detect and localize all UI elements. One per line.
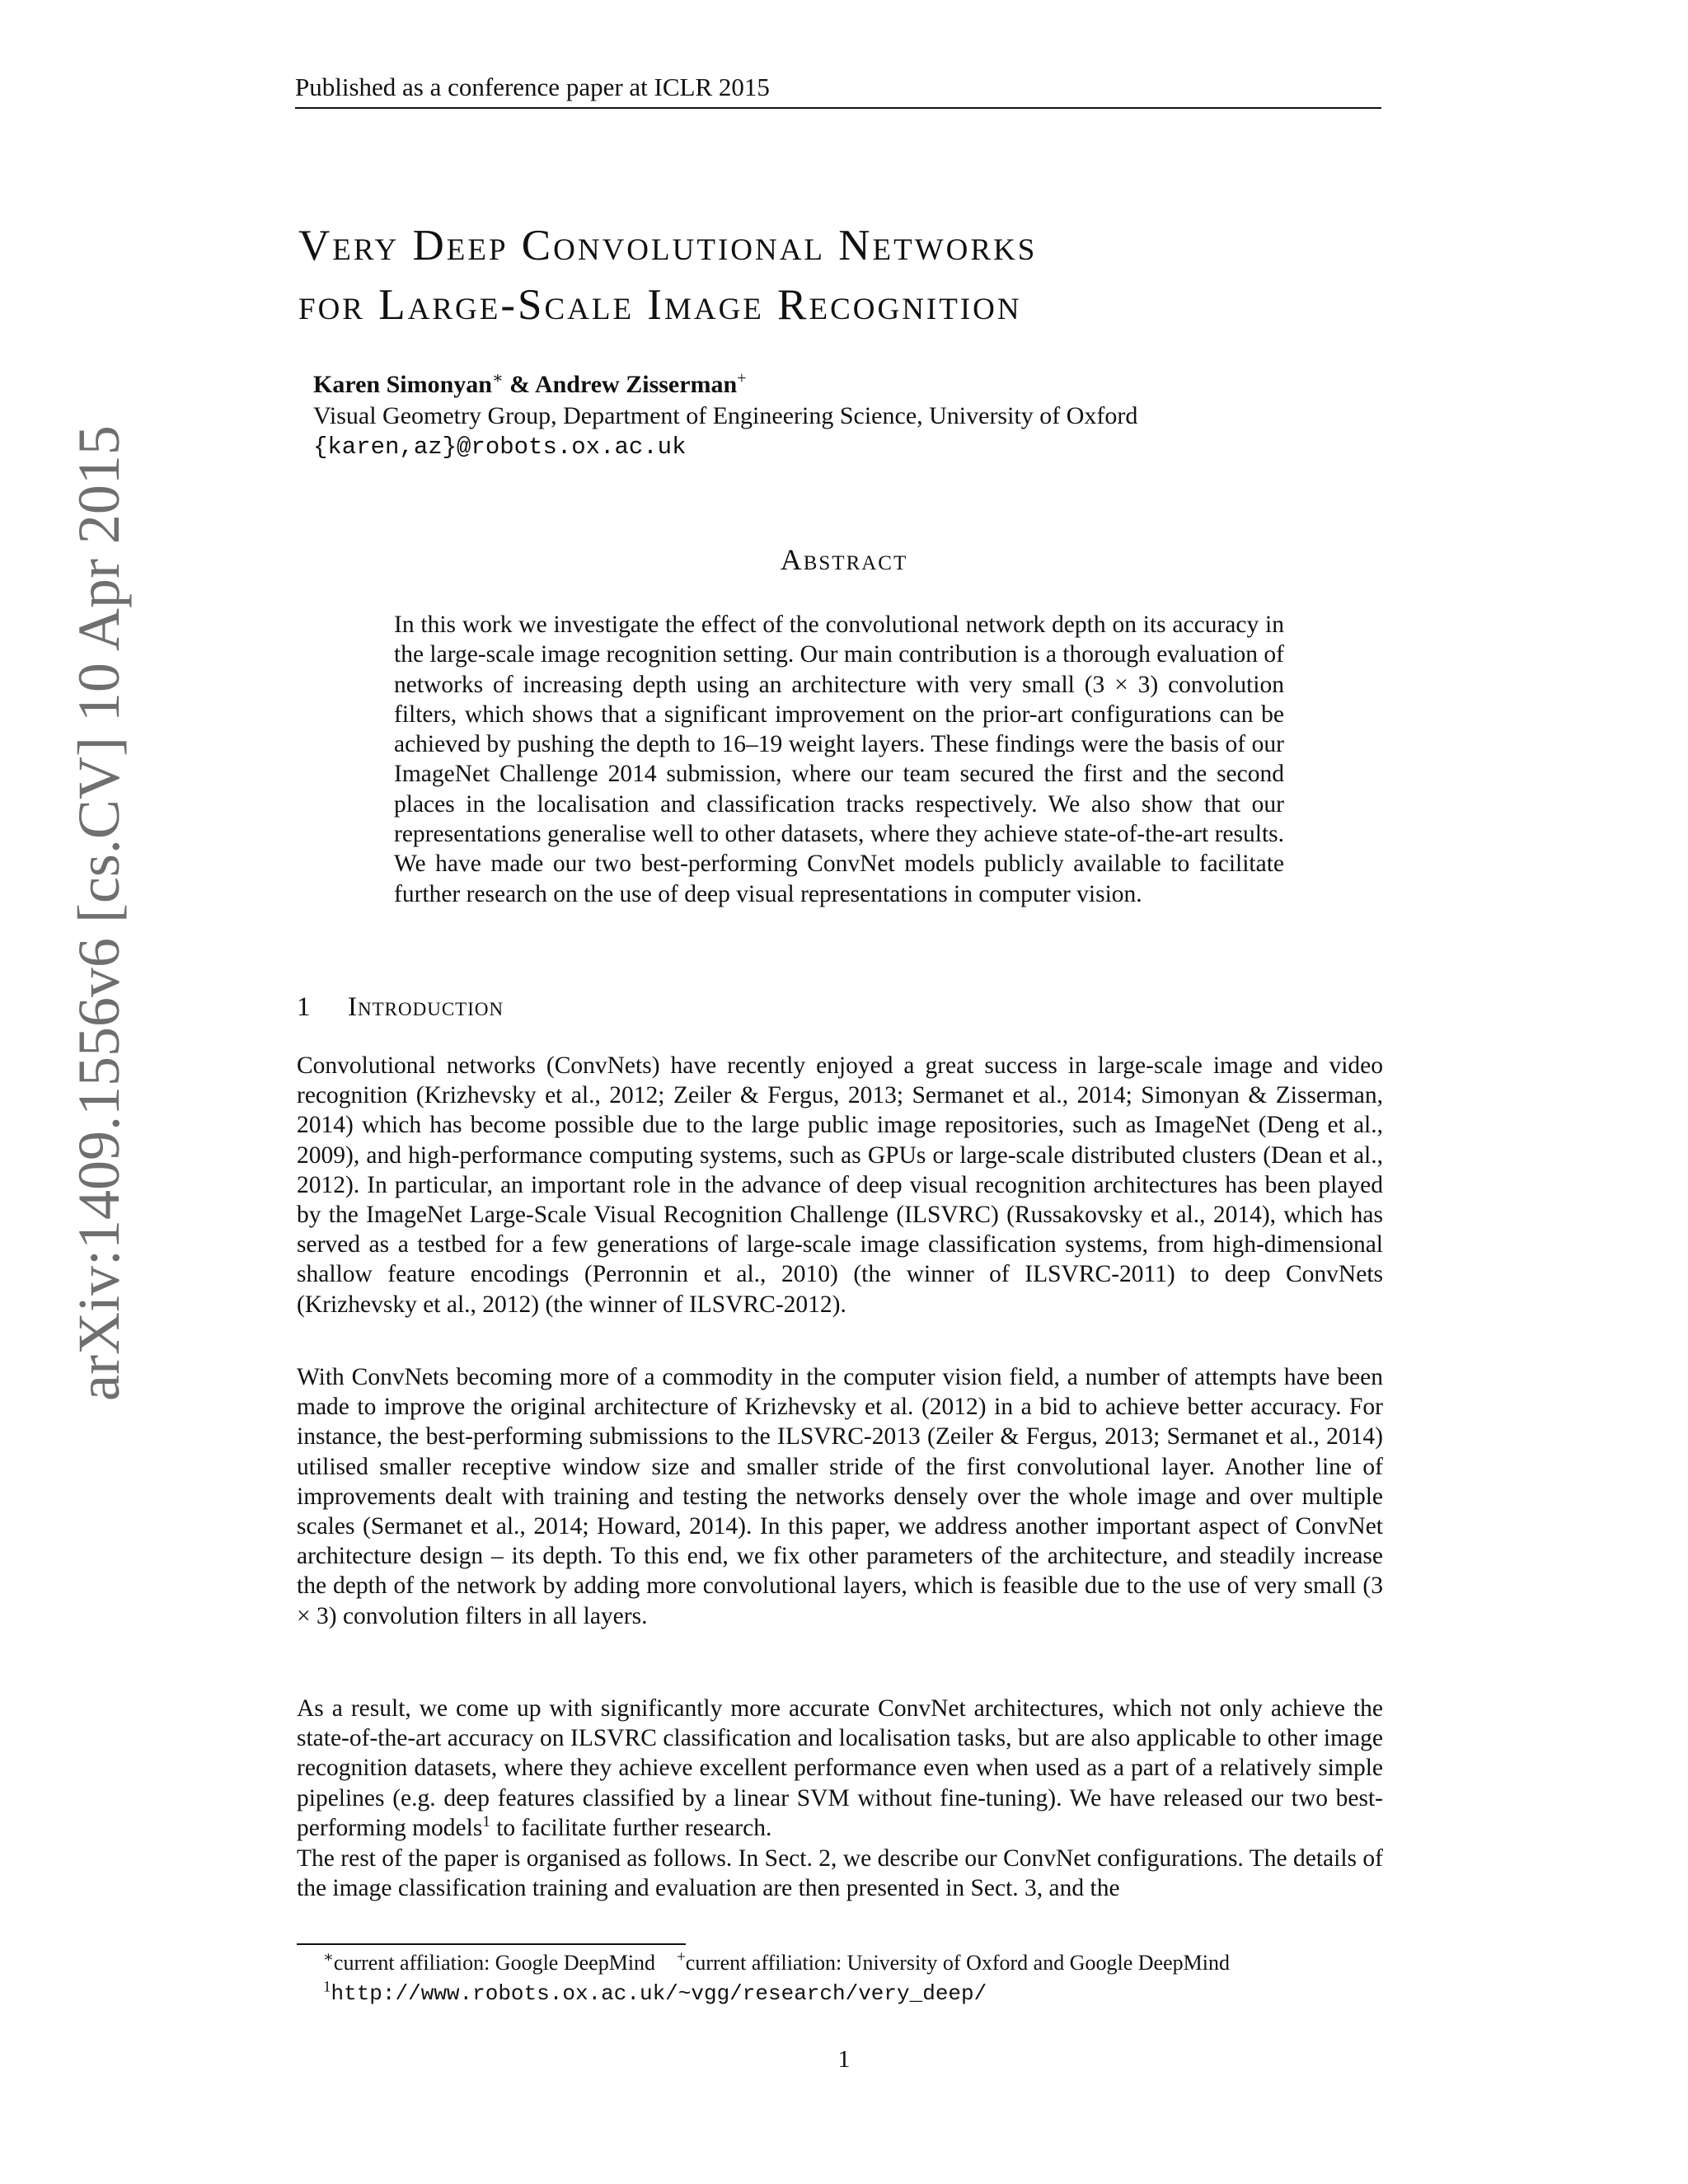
author-names bbox=[313, 369, 1385, 401]
footnote-mark: 1 bbox=[323, 1978, 331, 1996]
author-email: {karen,az}@robots.ox.ac.uk bbox=[313, 434, 687, 461]
footnote-affiliations bbox=[323, 1948, 1395, 1978]
paragraph-text: to facilitate further research. bbox=[490, 1814, 772, 1841]
footnote-mark: 1 bbox=[482, 1812, 490, 1830]
title-line-1: Very Deep Convolutional Networks bbox=[298, 222, 1038, 269]
affiliation: Visual Geometry Group, Department of Engineering Science, University of Oxford bbox=[313, 402, 1138, 429]
author-affiliation-mark: + bbox=[737, 369, 747, 387]
arxiv-identifier-stamp: arXiv:1409.1556v6 [cs.CV] 10 Apr 2015 bbox=[66, 425, 132, 1401]
page-number: 1 bbox=[837, 2046, 851, 2073]
footnote-text: current affiliation: University of Oxford and Google DeepMind bbox=[685, 1951, 1230, 1975]
title-line-2: for Large-Scale Image Recognition bbox=[298, 281, 1022, 329]
footnote-mark: ∗ bbox=[323, 1948, 334, 1966]
footnote-divider bbox=[297, 1943, 686, 1945]
footnote-url-line bbox=[323, 1978, 1395, 2008]
section-number: 1 bbox=[297, 992, 312, 1022]
footnote-url-link[interactable]: http://www.robots.ox.ac.uk/~vgg/research/very_deep/ bbox=[331, 1981, 987, 2006]
author-block bbox=[313, 369, 1385, 463]
footnote-mark: + bbox=[677, 1948, 686, 1966]
section-heading bbox=[297, 992, 504, 1023]
paper-title bbox=[298, 216, 1386, 335]
author-name: Andrew Zisserman bbox=[534, 371, 738, 398]
author-affiliation-mark: ∗ bbox=[492, 369, 504, 387]
footnote-text: current affiliation: Google DeepMind bbox=[333, 1951, 656, 1975]
footnotes bbox=[323, 1948, 1395, 2008]
running-header: Published as a conference paper at ICLR 2015 bbox=[295, 71, 1381, 109]
author-name: Karen Simonyan bbox=[313, 371, 492, 398]
author-separator: & bbox=[503, 371, 535, 398]
abstract-text: In this work we investigate the effect of the convolutional network depth on its accuracy in the large-scale image recognition setting. Our main contribution is a thorough evaluation of networks of increasing depth using an architecture with very small (3 × 3) convolution filters, which shows that a significant improvement on the prior-art configurations can be achieved by pushing the depth to 16–19 weight layers. These findings were the basis of our ImageNet Challenge 2014 submission, where our team secured the first and the second places in the localisation and classification tracks respectively. We also show that our representations generalise well to other datasets, where they achieve state-of-the-art results. We have made our two best-performing ConvNet models publicly available to facilitate further research on the use of deep visual representations in computer vision. bbox=[394, 612, 1285, 907]
intro-paragraph: The rest of the paper is organised as follows. In Sect. 2, we describe our ConvNet configurations. The details of the image classification training and evaluation are then presented in Sect. 3, and the bbox=[297, 1845, 1383, 1902]
intro-paragraph: With ConvNets becoming more of a commodity in the computer vision field, a number of attempts have been made to improve the original architecture of Krizhevsky et al. (2012) in a bid to achieve better accuracy. For instance, the best-performing submissions to the ILSVRC-2013 (Zeiler & Fergus, 2013; Sermanet et al., 2014) utilised smaller receptive window size and smaller stride of the first convolutional layer. Another line of improvements dealt with training and testing the networks densely over the whole image and over multiple scales (Sermanet et al., 2014; Howard, 2014). In this paper, we address another important aspect of ConvNet architecture design – its depth. To this end, we fix other parameters of the architecture, and steadily increase the depth of the network by adding more convolutional layers, which is feasible due to the use of very small (3 × 3) convolution filters in all layers. bbox=[297, 1364, 1383, 1629]
intro-paragraph bbox=[297, 1694, 1383, 1843]
intro-paragraph: Convolutional networks (ConvNets) have recently enjoyed a great success in large-scale image and video recognition (Krizhevsky et al., 2012; Zeiler & Fergus, 2013; Sermanet et al., 2014; Simonyan & Zisserman, 2014) which has become possible due to the large public image repositories, such as ImageNet (Deng et al., 2009), and high-performance computing systems, such as GPUs or large-scale distributed clusters (Dean et al., 2012). In particular, an important role in the advance of deep visual recognition architectures has been played by the ImageNet Large-Scale Visual Recognition Challenge (ILSVRC) (Russakovsky et al., 2014), which has served as a testbed for a few generations of large-scale image classification systems, from high-dimensional shallow feature encodings (Perronnin et al., 2010) (the winner of ILSVRC-2011) to deep ConvNets (Krizhevsky et al., 2012) (the winner of ILSVRC-2012). bbox=[297, 1052, 1383, 1318]
section-title: Introduction bbox=[348, 992, 504, 1022]
paragraph-text: As a result, we come up with significantly more accurate ConvNet architectures, which not only achieve the state-of-the-art accuracy on ILSVRC classification and localisation tasks, but are also applicable to other image recognition datasets, where they achieve excellent performance even when used as a part of a relatively simple pipelines (e.g. deep features classified by a linear SVM without fine-tuning). We have released our two best-performing models bbox=[297, 1695, 1383, 1841]
abstract-heading: Abstract bbox=[780, 543, 908, 576]
